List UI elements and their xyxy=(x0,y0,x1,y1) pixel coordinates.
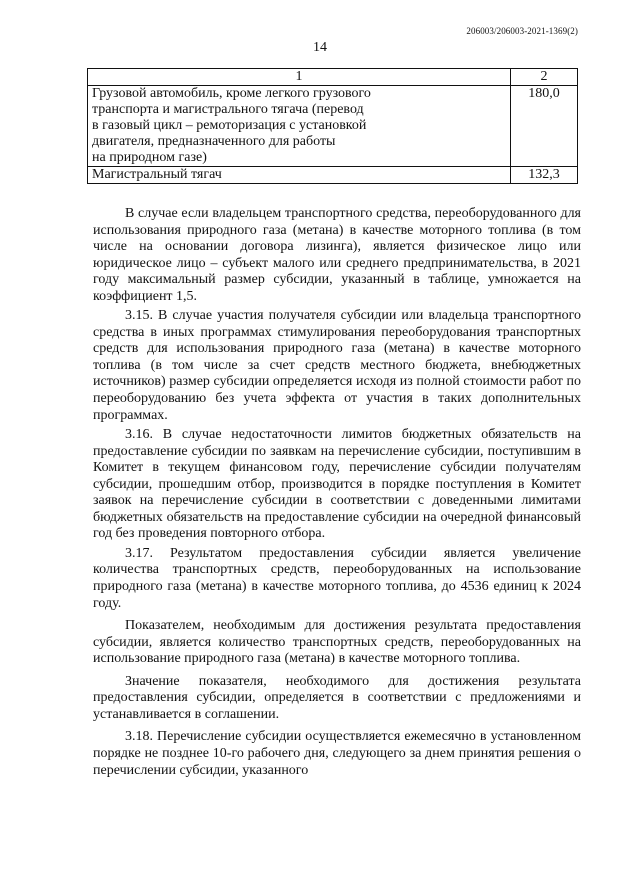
vehicle-type-line: Грузовой автомобиль, кроме легкого грузового xyxy=(92,86,371,101)
paragraph-coefficient: В случае если владельцем транспортного средства, переоборудованного для использования природного газа (метана) в качестве моторного топлива (в том числе на основании договора лизинга), является физическое лицо или юридическое лицо – субъект малого или среднего предпринимательства, в 2021 году максимальный размер субсидии, указанный в таблице, умножается на коэффициент 1,5. xyxy=(93,206,581,304)
vehicle-type-line: транспорта и магистрального тягача (перевод xyxy=(92,102,364,117)
subsidy-value-cell: 132,3 xyxy=(511,167,578,184)
subsidy-table xyxy=(87,68,578,184)
document-body xyxy=(93,206,581,782)
table-row xyxy=(88,86,578,167)
vehicle-type-line: в газовый цикл – ремоторизация с установкой xyxy=(92,118,367,133)
page-number: 14 xyxy=(313,40,327,55)
vehicle-type-cell xyxy=(88,86,511,167)
document-code: 206003/206003-2021-1369(2) xyxy=(466,26,578,36)
subsidy-value-cell: 180,0 xyxy=(511,86,578,167)
table-row xyxy=(88,167,578,184)
paragraph-3-16: 3.16. В случае недостаточности лимитов бюджетных обязательств на предоставление субсидии по заявкам на перечисление субсидии, поступившим в Комитет в текущем финансовом году, перечисление субсидии получателям субсидии, прошедшим отбор, производится в порядке поступления в Комитет заявок на перечисление субсидии в соответствии с доведенными лимитами бюджетных обязательств на предоставление субсидии на очередной финансовый год без проведения повторного отбора. xyxy=(93,427,581,542)
paragraph-indicator-value: Значение показателя, необходимого для достижения результата предоставления субсидии, определяется в соответствии с предложениями и устанавливается в соглашении. xyxy=(93,673,581,722)
paragraph-3-17: 3.17. Результатом предоставления субсидии является увеличение количества транспортных средств, переоборудованных на использование природного газа (метана) в качестве моторного топлива, до 4536 единиц к 2024 году. xyxy=(93,545,581,611)
vehicle-type-line: на природном газе) xyxy=(92,150,207,165)
vehicle-type-cell xyxy=(88,167,511,184)
paragraph-indicator: Показателем, необходимым для достижения результата предоставления субсидии, является количество транспортных средств, переоборудованных на использование природного газа (метана) в качестве моторного топлива. xyxy=(93,618,581,667)
column-header-1: 1 xyxy=(88,69,511,86)
paragraph-3-15: 3.15. В случае участия получателя субсидии или владельца транспортного средства в иных программах стимулирования переоборудования транспортных средств для использования природного газа (метана) в качестве моторного топлива (в том числе за счет средств местного бюджета, внебюджетных источников) размер субсидии определяется исходя из полной стоимости работ по переоборудованию без учета эффекта от участия в таких дополнительных программах. xyxy=(93,308,581,423)
paragraph-3-18: 3.18. Перечисление субсидии осуществляется ежемесячно в установленном порядке не позднее 10-го рабочего дня, следующего за днем принятия решения о перечислении субсидии, указанного xyxy=(93,729,581,778)
column-header-2: 2 xyxy=(511,69,578,86)
vehicle-type-line: Магистральный тягач xyxy=(92,167,222,182)
vehicle-type-line: двигателя, предназначенного для работы xyxy=(92,134,336,149)
table-header-row xyxy=(88,69,578,86)
